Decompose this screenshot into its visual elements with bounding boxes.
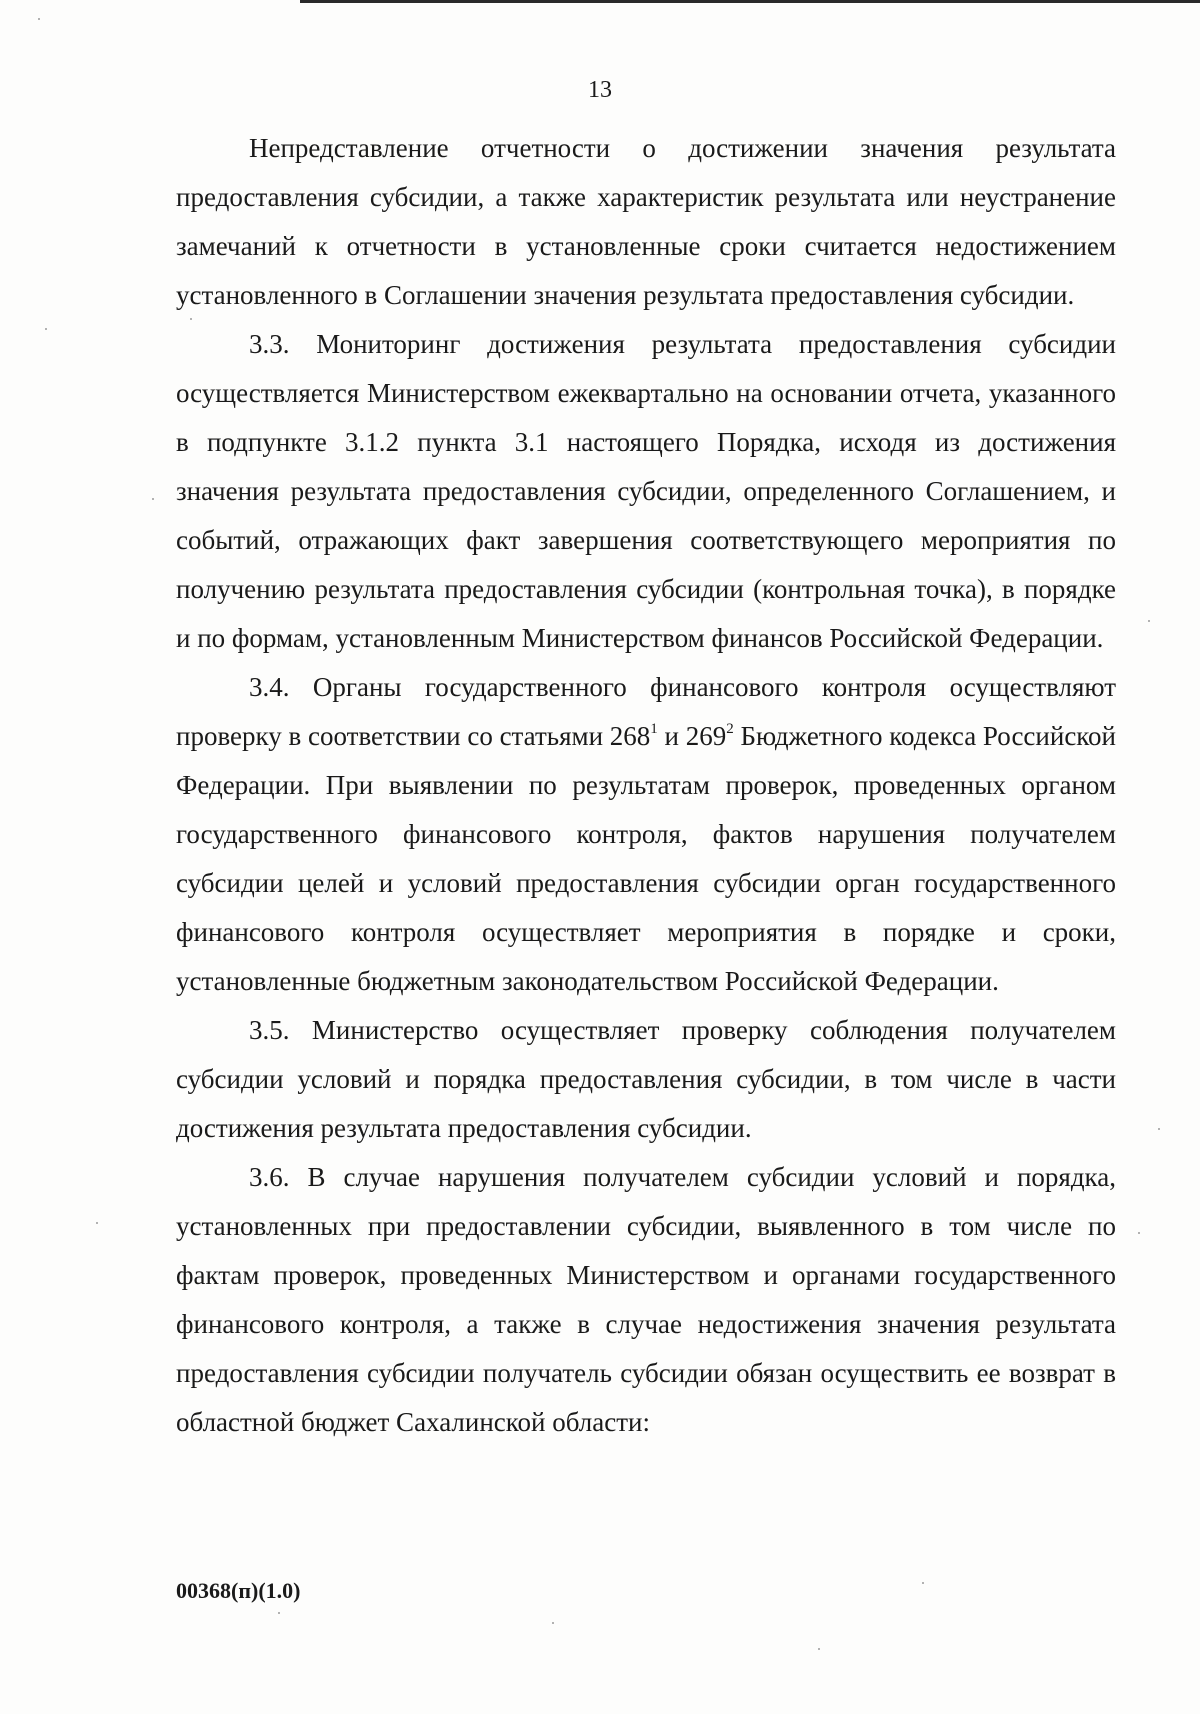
scan-speck xyxy=(45,328,47,330)
paragraph-3-4-text-middle: и 269 xyxy=(657,721,727,751)
paragraph-report-nonsubmission: Непредставление отчетности о достижении значения результата предоставления субсидии, а также характеристик результата или неустранение замечаний к отчетности в установленные сроки считается недостижением установленного в Соглашении значения результата предоставления субсидии. xyxy=(176,133,1116,310)
paragraph-3-5-ministry-check: 3.5. Министерство осуществляет проверку соблюдения получателем субсидии условий и порядка предоставления субсидии, в том числе в части достижения результата предоставления субсидии. xyxy=(176,1015,1116,1143)
document-body xyxy=(176,124,1116,1447)
document-code: 00368(п)(1.0) xyxy=(176,1578,301,1603)
scan-speck xyxy=(96,1222,98,1224)
scan-speck xyxy=(1148,620,1150,622)
scan-speck xyxy=(552,1622,554,1624)
scan-speck xyxy=(1158,1128,1160,1130)
page-number: 13 xyxy=(588,77,612,103)
scan-speck xyxy=(278,1612,280,1614)
paragraph-3-4-text-start: 3.4. Органы государственного финансового контроля осуществляют проверку в соответствии со статьями 268 xyxy=(176,672,1116,751)
paragraph-3-3-monitoring: 3.3. Мониторинг достижения результата предоставления субсидии осуществляется Министерством ежеквартально на основании отчета, указанного в подпункте 3.1.2 пункта 3.1 настоящего Порядка, исходя из достижения значения результата предоставления субсидии, определенного Соглашением, и событий, отражающих факт завершения соответствующего мероприятия по получению результата предоставления субсидии (контрольная точка), в порядке и по формам, установленным Министерством финансов Российской Федерации. xyxy=(176,329,1116,653)
scan-speck xyxy=(1138,1232,1140,1234)
superscript-article-269: 2 xyxy=(726,721,734,737)
paragraph-3-6-refund: 3.6. В случае нарушения получателем субсидии условий и порядка, установленных при предоставлении субсидии, выявленного в том числе по фактам проверок, проведенных Министерством и органами государственного финансового контроля, а также в случае недостижения значения результата предоставления субсидии получатель субсидии обязан осуществить ее возврат в областной бюджет Сахалинской области: xyxy=(176,1162,1116,1437)
paragraph-3-4-financial-control xyxy=(176,663,1116,1006)
scan-speck xyxy=(152,498,154,500)
scan-speck xyxy=(818,1648,820,1650)
scan-speck xyxy=(190,318,192,320)
scan-speck xyxy=(38,18,40,20)
top-edge-line xyxy=(300,0,1200,3)
scan-speck xyxy=(922,1582,924,1584)
superscript-article-268: 1 xyxy=(650,721,658,737)
paragraph-3-4-text-end: Бюджетного кодекса Российской Федерации. При выявлении по результатам проверок, проведенных органом государственного финансового контроля, фактов нарушения получателем субсидии целей и условий предоставления субсидии орган государственного финансового контроля осуществляет мероприятия в порядке и сроки, установленные бюджетным законодательством Российской Федерации. xyxy=(176,721,1116,996)
